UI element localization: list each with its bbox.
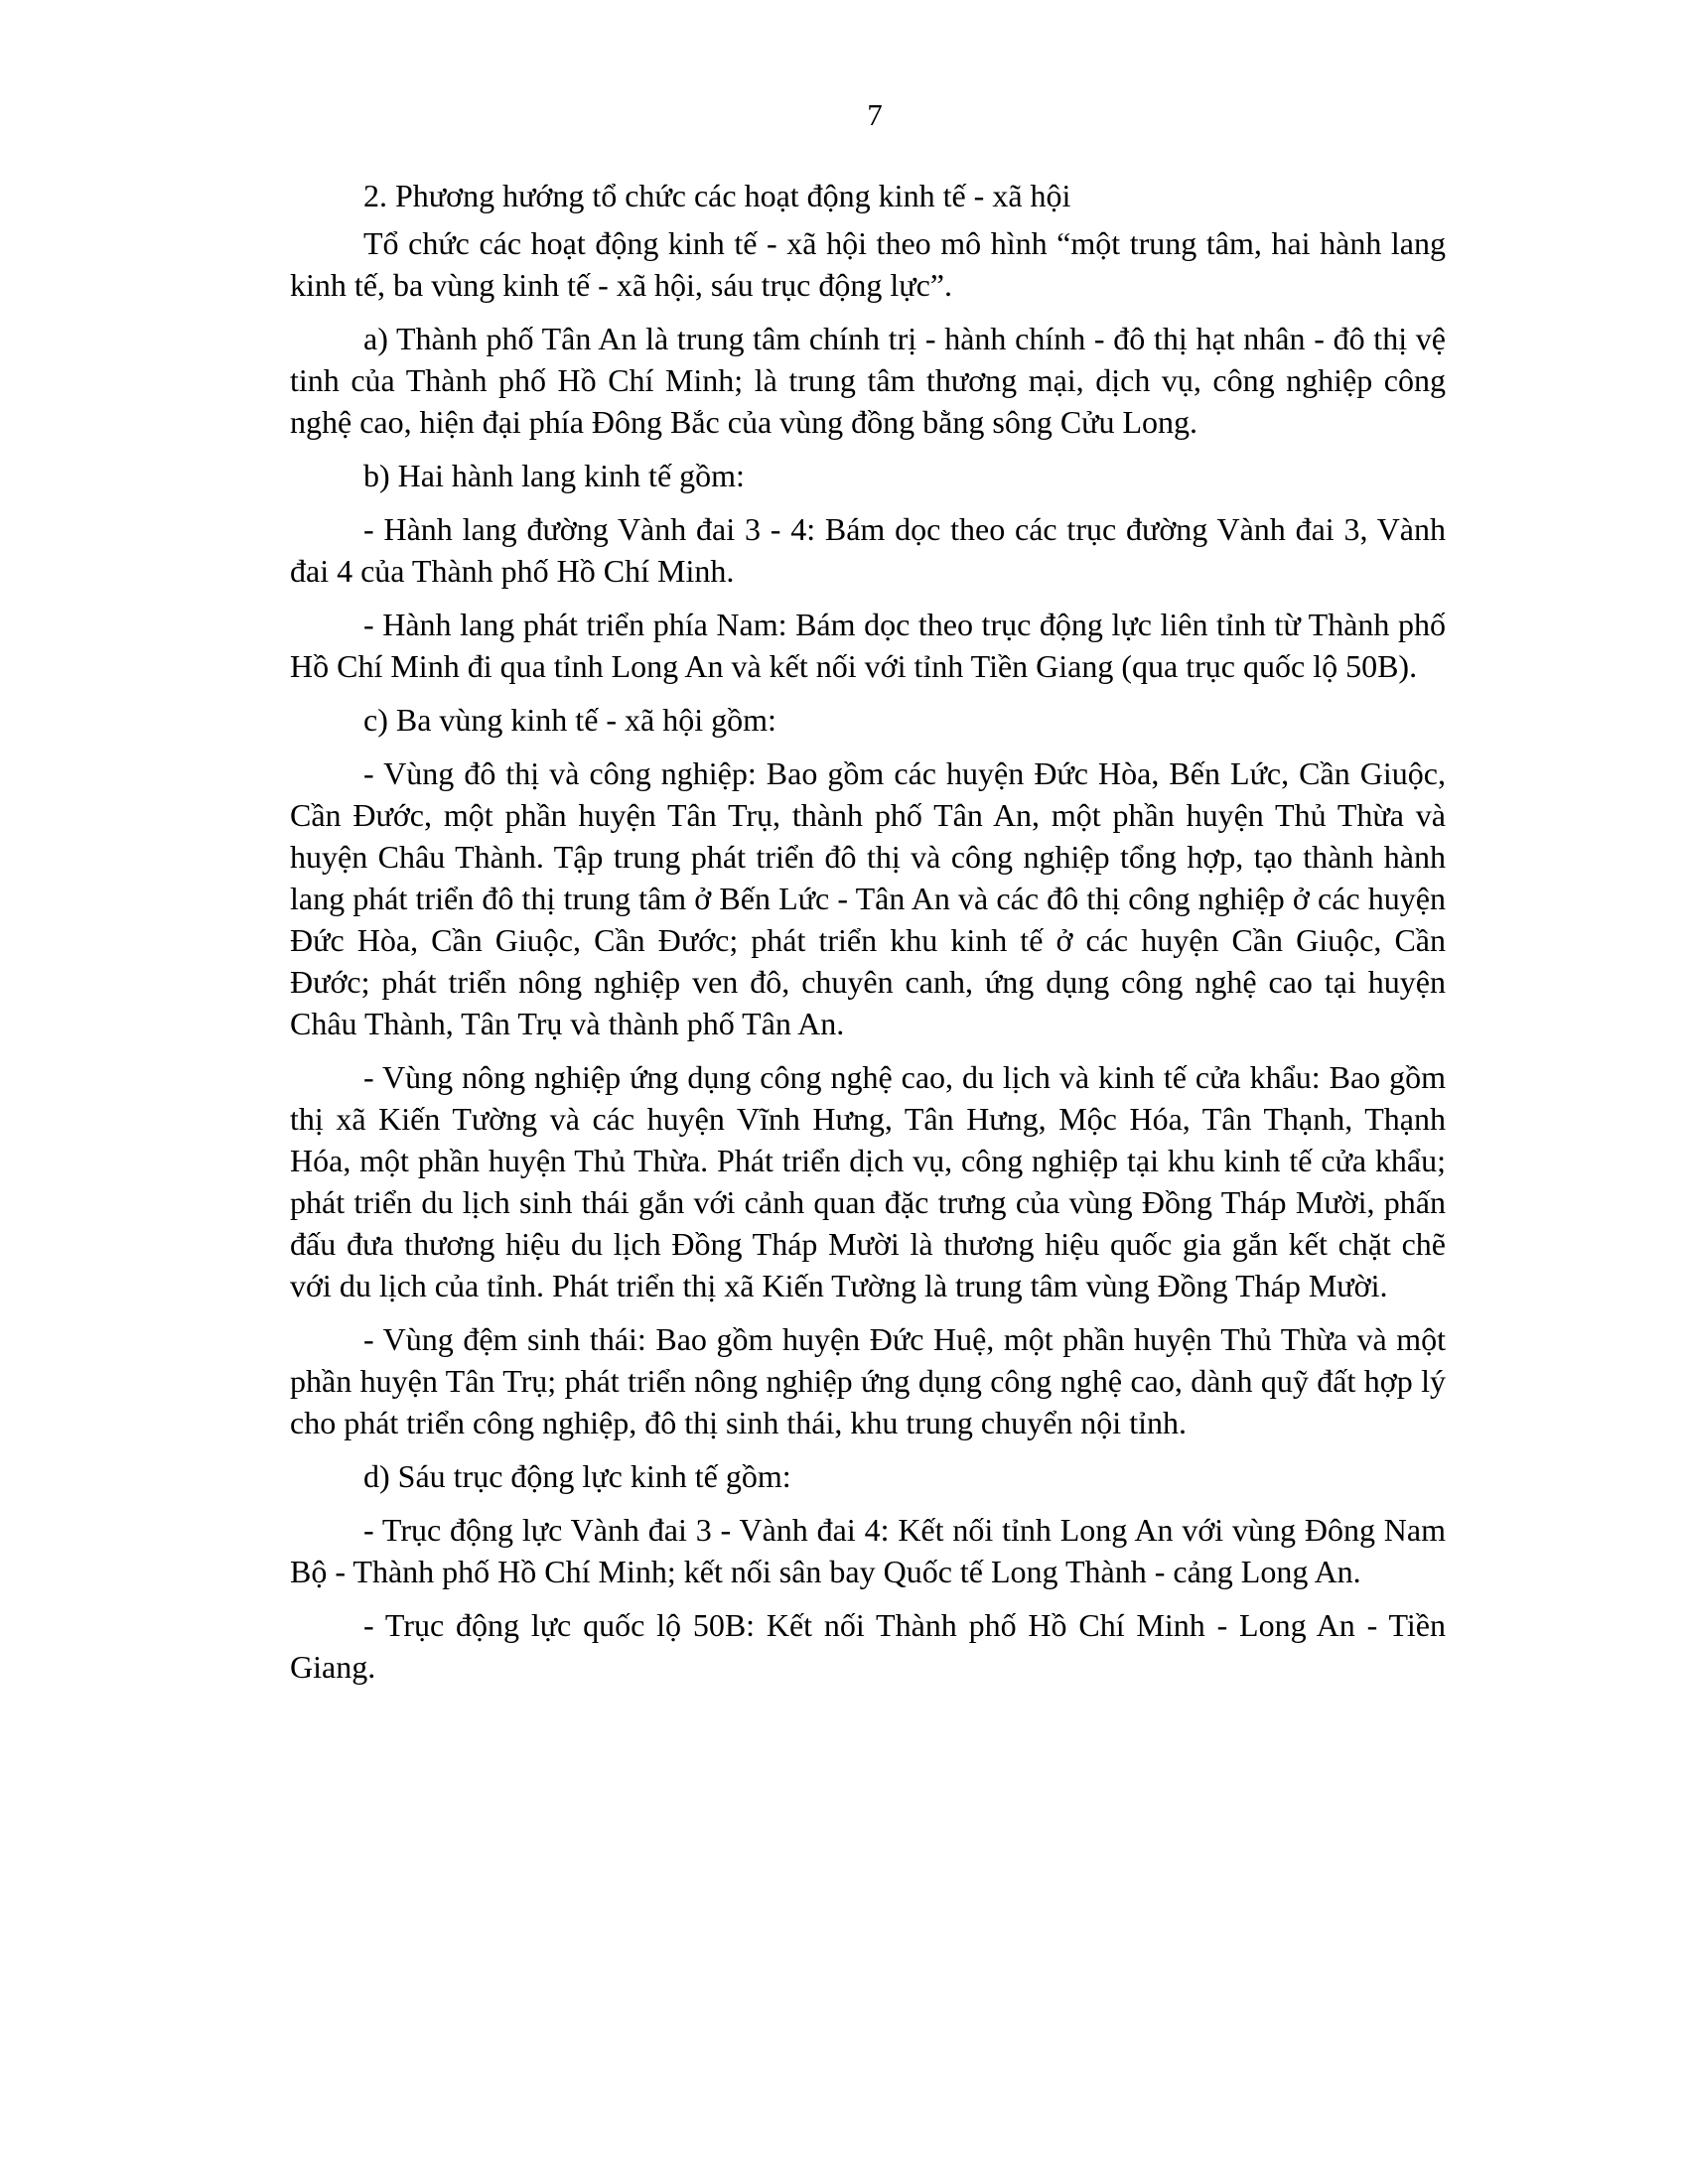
section-heading: 2. Phương hướng tổ chức các hoạt động kinh tế - xã hội <box>363 178 1071 213</box>
document-body <box>290 175 1446 1700</box>
subsection-heading: d) Sáu trục động lực kinh tế gồm: <box>363 1458 791 1494</box>
list-item: - Vùng đô thị và công nghiệp: Bao gồm các huyện Đức Hòa, Bến Lức, Cần Giuộc, Cần Đước, một phần huyện Tân Trụ, thành phố Tân An, một phần huyện Thủ Thừa và huyện Châu Thành. Tập trung phát triển đô thị và công nghiệp tổng hợp, tạo thành hành lang phát triển đô thị trung tâm ở Bến Lức - Tân An và các đô thị công nghiệp ở các huyện Đức Hòa, Cần Giuộc, Cần Đước; phát triển khu kinh tế ở các huyện Cần Giuộc, Cần Đước; phát triển nông nghiệp ven đô, chuyên canh, ứng dụng công nghệ cao tại huyện Châu Thành, Tân Trụ và thành phố Tân An. <box>290 755 1446 1041</box>
page-number: 7 <box>867 97 883 132</box>
paragraph: a) Thành phố Tân An là trung tâm chính trị - hành chính - đô thị hạt nhân - đô thị vệ tinh của Thành phố Hồ Chí Minh; là trung tâm thương mại, dịch vụ, công nghiệp công nghệ cao, hiện đại phía Đông Bắc của vùng đồng bằng sông Cửu Long. <box>290 321 1446 440</box>
subsection-heading: c) Ba vùng kinh tế - xã hội gồm: <box>363 702 776 738</box>
list-item: - Hành lang phát triển phía Nam: Bám dọc theo trục động lực liên tỉnh từ Thành phố Hồ Chí Minh đi qua tỉnh Long An và kết nối với tỉnh Tiền Giang (qua trục quốc lộ 50B). <box>290 607 1446 684</box>
paragraph: Tổ chức các hoạt động kinh tế - xã hội theo mô hình “một trung tâm, hai hành lang kinh tế, ba vùng kinh tế - xã hội, sáu trục động lực”. <box>290 225 1446 303</box>
list-item: - Vùng nông nghiệp ứng dụng công nghệ cao, du lịch và kinh tế cửa khẩu: Bao gồm thị xã Kiến Tường và các huyện Vĩnh Hưng, Tân Hưng, Mộc Hóa, Tân Thạnh, Thạnh Hóa, một phần huyện Thủ Thừa. Phát triển dịch vụ, công nghiệp tại khu kinh tế cửa khẩu; phát triển du lịch sinh thái gắn với cảnh quan đặc trưng của vùng Đồng Tháp Mười, phấn đấu đưa thương hiệu du lịch Đồng Tháp Mười là thương hiệu quốc gia gắn kết chặt chẽ với du lịch của tỉnh. Phát triển thị xã Kiến Tường là trung tâm vùng Đồng Tháp Mười. <box>290 1059 1446 1303</box>
list-item: - Trục động lực quốc lộ 50B: Kết nối Thành phố Hồ Chí Minh - Long An - Tiền Giang. <box>290 1607 1446 1685</box>
subsection-heading: b) Hai hành lang kinh tế gồm: <box>363 458 745 493</box>
list-item: - Hành lang đường Vành đai 3 - 4: Bám dọc theo các trục đường Vành đai 3, Vành đai 4 của Thành phố Hồ Chí Minh. <box>290 511 1446 589</box>
list-item: - Trục động lực Vành đai 3 - Vành đai 4: Kết nối tỉnh Long An với vùng Đông Nam Bộ - Thành phố Hồ Chí Minh; kết nối sân bay Quốc tế Long Thành - cảng Long An. <box>290 1512 1446 1589</box>
list-item: - Vùng đệm sinh thái: Bao gồm huyện Đức Huệ, một phần huyện Thủ Thừa và một phần huyện Tân Trụ; phát triển nông nghiệp ứng dụng công nghệ cao, dành quỹ đất hợp lý cho phát triển công nghiệp, đô thị sinh thái, khu trung chuyển nội tỉnh. <box>290 1321 1446 1440</box>
